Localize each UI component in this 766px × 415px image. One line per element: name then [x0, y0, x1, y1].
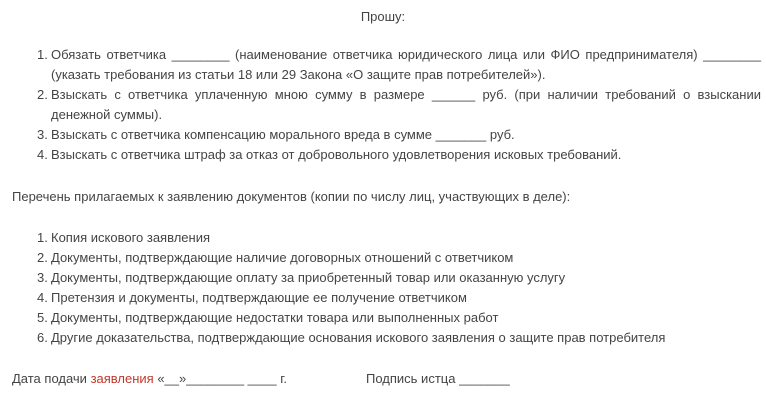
request-number: 2. — [37, 87, 48, 102]
request-text: Взыскать с ответчика уплаченную мною сумму в размере ______ руб. (при наличии требований о взыскании денежной суммы). — [51, 87, 761, 122]
request-number: 3. — [37, 127, 48, 142]
plaintiff-signature-line: Подпись истца _______ — [366, 371, 510, 386]
request-item — [37, 145, 761, 165]
documents-list — [37, 228, 761, 348]
request-number: 1. — [37, 47, 48, 62]
date-blank: «__»________ ____ г. — [153, 371, 287, 386]
request-text: Взыскать с ответчика штраф за отказ от добровольного удовлетворения исковых требований. — [51, 147, 622, 162]
document-item — [37, 328, 761, 348]
documents-intro: Перечень прилагаемых к заявлению документов (копии по числу лиц, участвующих в деле): — [12, 189, 571, 204]
document-footer — [12, 370, 752, 388]
requests-list — [37, 45, 761, 165]
request-item — [37, 125, 761, 145]
document-text: Другие доказательства, подтверждающие основания искового заявления о защите прав потребителя — [51, 330, 666, 345]
document-text: Документы, подтверждающие наличие договорных отношений с ответчиком — [51, 250, 514, 265]
document-number: 5. — [37, 310, 48, 325]
request-heading: Прошу: — [360, 9, 406, 24]
document-item — [37, 268, 761, 288]
document-item — [37, 288, 761, 308]
request-text: Обязать ответчика ________ (наименование ответчика юридического лица или ФИО предпринимателя) ________ (указать требования из статьи 18 или 29 Закона «О защите прав потребителей»). — [51, 47, 761, 82]
document-text: Документы, подтверждающие недостатки товара или выполненных работ — [51, 310, 499, 325]
date-prefix: Дата подачи — [12, 371, 91, 386]
document-text: Документы, подтверждающие оплату за приобретенный товар или оказанную услугу — [51, 270, 566, 285]
document-item — [37, 308, 761, 328]
document-item — [37, 248, 761, 268]
document-text: Копия искового заявления — [51, 230, 211, 245]
document-number: 3. — [37, 270, 48, 285]
document-item — [37, 228, 761, 248]
request-item — [37, 85, 761, 125]
document-number: 6. — [37, 330, 48, 345]
claim-link[interactable]: заявления — [90, 371, 154, 386]
request-number: 4. — [37, 147, 48, 162]
document-number: 4. — [37, 290, 48, 305]
document-number: 1. — [37, 230, 48, 245]
submission-date-line — [12, 371, 287, 386]
document-text: Претензия и документы, подтверждающие ее получение ответчиком — [51, 290, 467, 305]
request-text: Взыскать с ответчика компенсацию морального вреда в сумме _______ руб. — [51, 127, 515, 142]
document-number: 2. — [37, 250, 48, 265]
request-item — [37, 45, 761, 85]
